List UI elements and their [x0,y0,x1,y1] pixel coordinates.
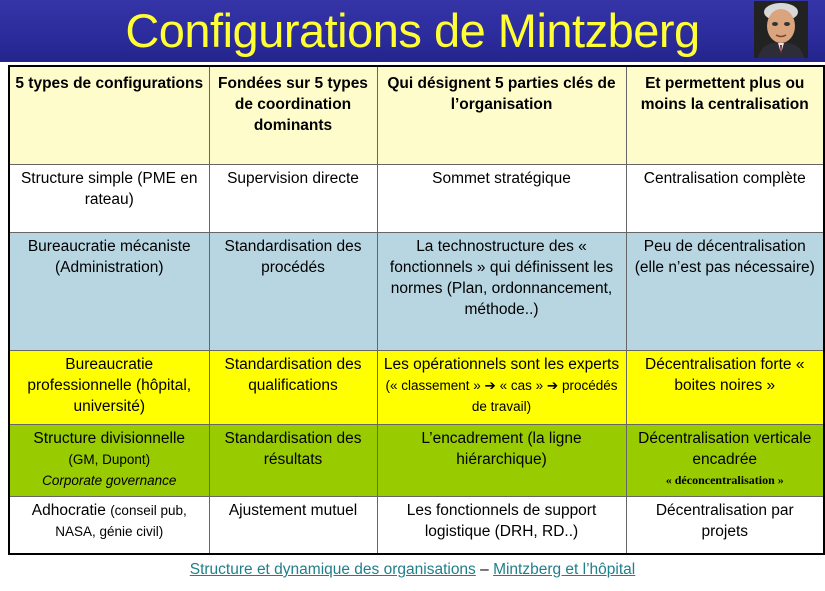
cell-centralisation: Décentralisation forte « boites noires » [626,350,824,424]
cell-partie: L’encadrement (la ligne hiérarchique) [377,424,626,496]
centralisation-text: Décentralisation verticale encadrée [638,429,812,468]
footer-link-mintzberg[interactable]: Mintzberg et l’hôpital [493,561,636,578]
configuration-text: Adhocratie [31,501,106,519]
cell-coordination: Standardisation des qualifications [209,350,377,424]
cell-configuration: Bureaucratie mécaniste (Administration) [9,232,209,350]
header-parties: Qui désignent 5 parties clés de l’organisation [377,66,626,164]
cell-centralisation: Peu de décentralisation (elle n’est pas nécessaire) [626,232,824,350]
configuration-note: Corporate governance [42,472,177,488]
table-row [9,350,824,424]
configuration-detail: (GM, Dupont) [68,451,151,467]
cell-coordination: Standardisation des procédés [209,232,377,350]
cell-coordination: Supervision directe [209,164,377,232]
portrait-photo [754,1,808,58]
partie-text: Les opérationnels sont les experts [383,355,620,373]
cell-configuration [9,496,209,554]
table-header-row [9,66,824,164]
centralisation-note: « déconcentralisation » [665,472,784,487]
table-row [9,232,824,350]
footer-link-structure[interactable]: Structure et dynamique des organisations [189,561,476,578]
cell-configuration: Bureaucratie professionnelle (hôpital, université) [9,350,209,424]
header-centralisation: Et permettent plus ou moins la centralisation [626,66,824,164]
table-row [9,164,824,232]
header-configurations: 5 types de configurations [9,66,209,164]
table-row [9,496,824,554]
footer [0,561,825,579]
cell-partie: La technostructure des « fonctionnels » qui définissent les normes (Plan, ordonnancement, méthode..) [377,232,626,350]
cell-centralisation: Décentralisation par projets [626,496,824,554]
cell-configuration: Structure simple (PME en rateau) [9,164,209,232]
cell-partie: Sommet stratégique [377,164,626,232]
cell-configuration [9,424,209,496]
header-coordination: Fondées sur 5 types de coordination dominants [209,66,377,164]
configurations-table [8,65,825,555]
partie-detail: (« classement » ➔ « cas » ➔ procédés de travail) [385,377,618,414]
cell-coordination: Ajustement mutuel [209,496,377,554]
configuration-text: Structure divisionnelle [33,429,186,447]
cell-centralisation: Centralisation complète [626,164,824,232]
slide-title: Configurations de Mintzberg [125,4,700,57]
cell-partie: Les fonctionnels de support logistique (DRH, RD..) [377,496,626,554]
cell-partie [377,350,626,424]
footer-separator: – [480,561,489,578]
cell-coordination: Standardisation des résultats [209,424,377,496]
configuration-detail: (conseil pub, NASA, génie civil) [55,502,187,539]
table-row [9,424,824,496]
cell-centralisation [626,424,824,496]
